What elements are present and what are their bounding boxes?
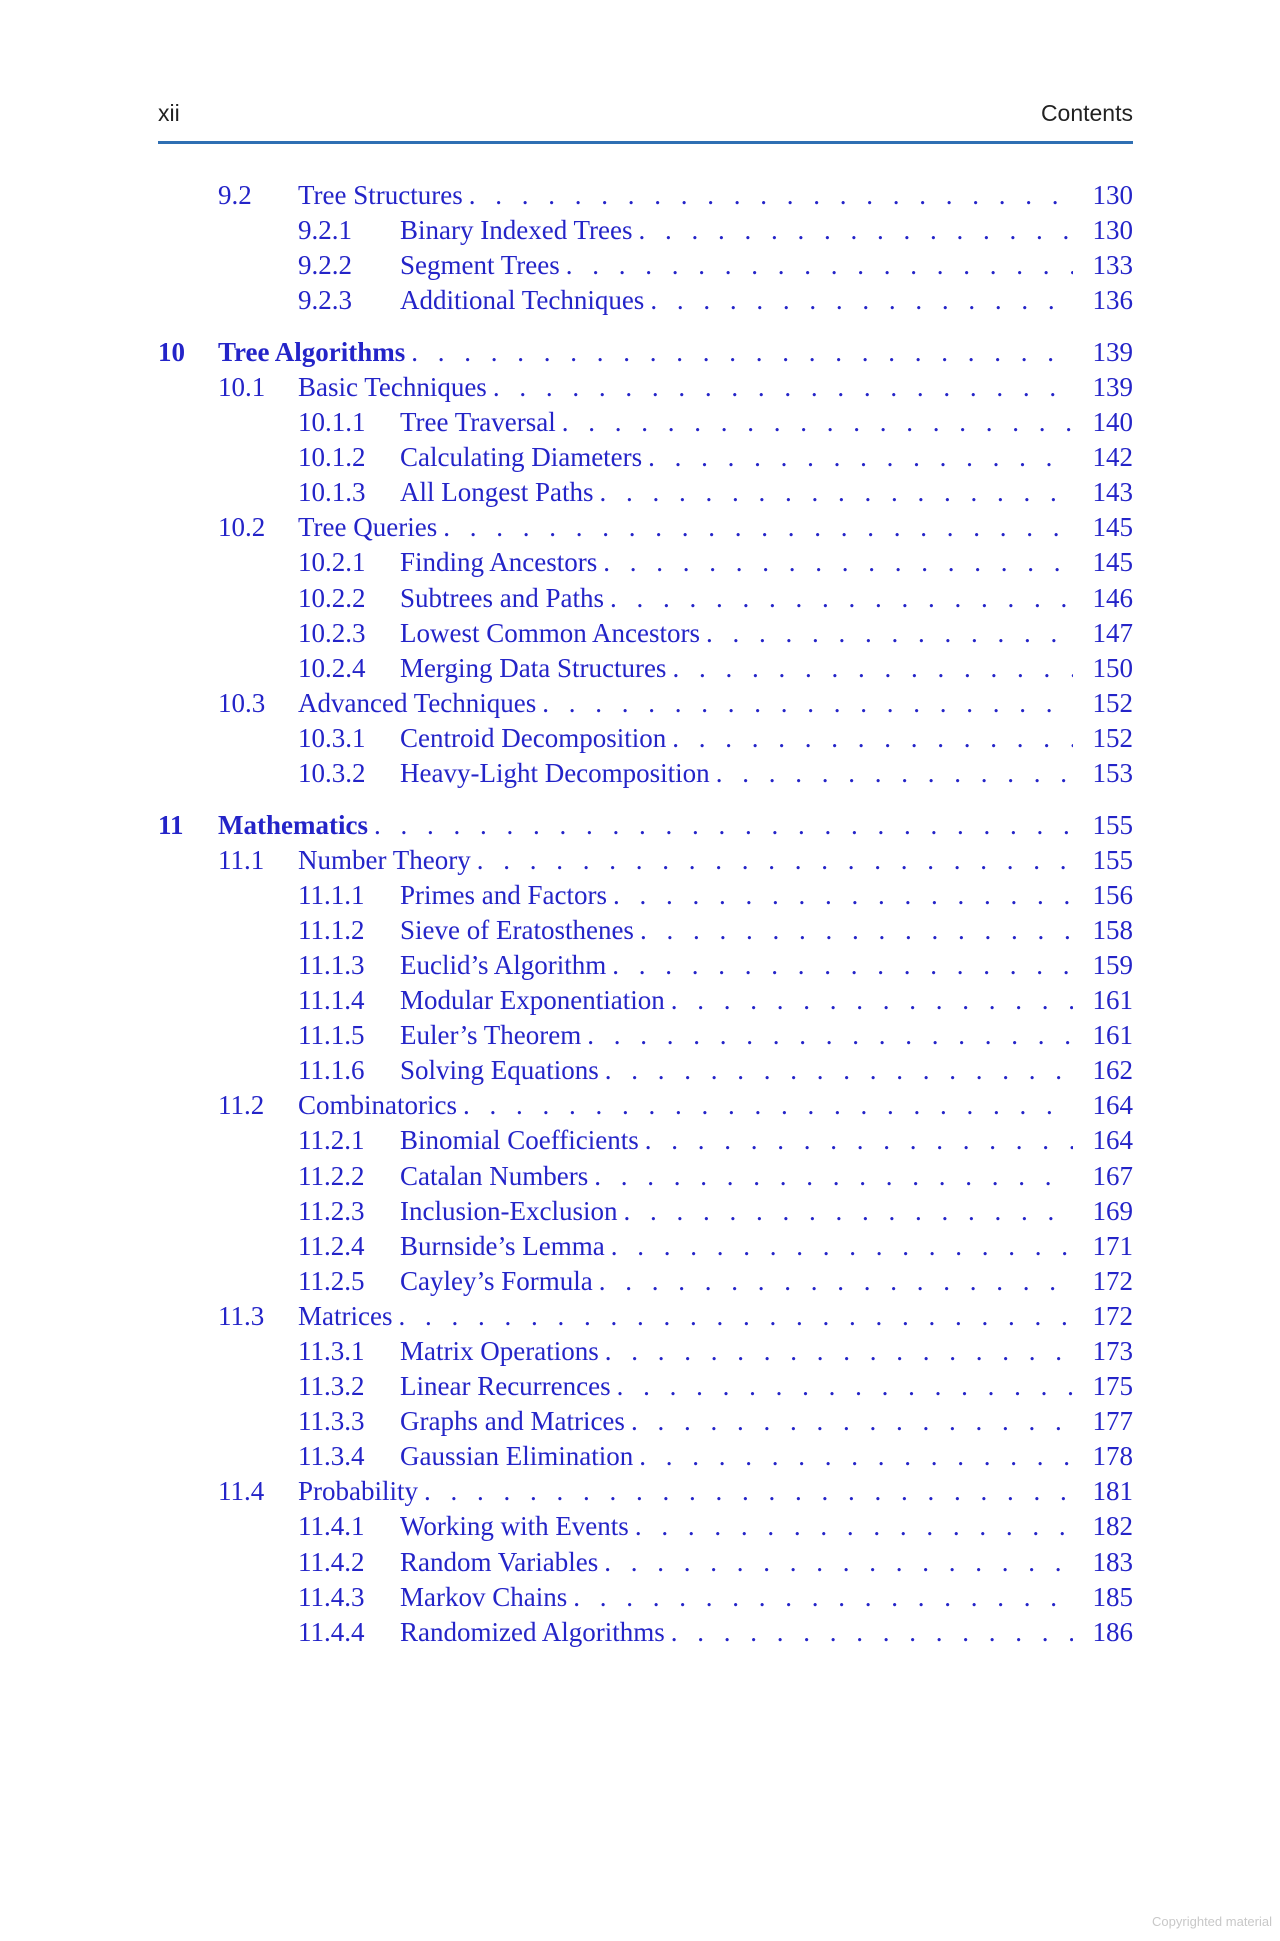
toc-entry-title[interactable]: Subtrees and Paths bbox=[400, 582, 604, 613]
toc-entry-title[interactable]: Additional Techniques bbox=[400, 285, 645, 316]
toc-page-number[interactable]: 164 bbox=[1092, 1090, 1133, 1121]
toc-entry-number: 11.2.3 bbox=[298, 1195, 365, 1226]
dot-leader bbox=[631, 1404, 1073, 1439]
dot-leader bbox=[566, 248, 1073, 283]
dot-leader bbox=[650, 283, 1073, 318]
toc-entry-title[interactable]: Euclid’s Algorithm bbox=[400, 949, 607, 980]
toc-entry-number: 11.2.4 bbox=[298, 1230, 365, 1261]
toc-entry-number: 10.3 bbox=[218, 687, 266, 718]
toc-page-number[interactable]: 159 bbox=[1092, 949, 1133, 980]
toc-entry-number: 10.2.2 bbox=[298, 582, 366, 613]
toc-page-number[interactable]: 158 bbox=[1092, 914, 1133, 945]
toc-entry-title[interactable]: Catalan Numbers bbox=[400, 1160, 589, 1191]
toc-chapter-entry[interactable] bbox=[158, 808, 1133, 843]
toc-entry-line bbox=[298, 370, 1133, 405]
toc-subsection-entry[interactable] bbox=[158, 283, 1133, 318]
toc-subsection-entry[interactable] bbox=[158, 651, 1133, 686]
dot-leader bbox=[599, 1264, 1073, 1299]
toc-entry-title[interactable]: All Longest Paths bbox=[400, 477, 594, 508]
toc-entry-title[interactable]: Number Theory bbox=[298, 844, 471, 875]
toc-page-number[interactable]: 146 bbox=[1092, 582, 1133, 613]
toc-chapter-entry[interactable] bbox=[158, 335, 1133, 370]
toc-entry-line bbox=[400, 1334, 1133, 1369]
toc-entry-line bbox=[400, 721, 1133, 756]
dot-leader bbox=[600, 475, 1074, 510]
dot-leader bbox=[562, 405, 1073, 440]
dot-leader bbox=[612, 948, 1073, 983]
dot-leader bbox=[398, 1299, 1073, 1334]
dot-leader bbox=[613, 878, 1073, 913]
toc-entry-title[interactable]: Segment Trees bbox=[400, 250, 560, 281]
toc-entry-title[interactable]: Working with Events bbox=[400, 1511, 629, 1542]
dot-leader bbox=[443, 510, 1073, 545]
toc-subsection-entry[interactable] bbox=[158, 440, 1133, 475]
toc-entry-title[interactable]: Matrices bbox=[298, 1300, 393, 1331]
toc-section-entry[interactable] bbox=[158, 510, 1133, 545]
dot-leader bbox=[411, 335, 1073, 370]
toc-entry-title[interactable]: Burnside’s Lemma bbox=[400, 1230, 605, 1261]
toc-subsection-entry[interactable] bbox=[158, 1404, 1133, 1439]
toc-entry-title[interactable]: Euler’s Theorem bbox=[400, 1020, 582, 1051]
toc-page-number[interactable]: 161 bbox=[1092, 985, 1133, 1016]
toc-section-entry[interactable] bbox=[158, 686, 1133, 721]
dot-leader bbox=[638, 213, 1073, 248]
toc-page-number[interactable]: 133 bbox=[1092, 250, 1133, 281]
toc-subsection-entry[interactable] bbox=[158, 616, 1133, 651]
toc-page-number[interactable]: 169 bbox=[1092, 1195, 1133, 1226]
dot-leader bbox=[671, 983, 1073, 1018]
toc-page-number[interactable]: 177 bbox=[1092, 1406, 1133, 1437]
toc-page-number[interactable]: 143 bbox=[1092, 477, 1133, 508]
dot-leader bbox=[617, 1369, 1073, 1404]
toc-entry-line bbox=[218, 808, 1133, 843]
toc-subsection-entry[interactable] bbox=[158, 1369, 1133, 1404]
toc-entry-number: 11.1.4 bbox=[298, 985, 365, 1016]
dot-leader bbox=[605, 1053, 1073, 1088]
toc-entry-title[interactable]: Lowest Common Ancestors bbox=[400, 617, 700, 648]
toc-entry-number: 11.3.3 bbox=[298, 1406, 365, 1437]
toc-entry-title[interactable]: Probability bbox=[298, 1476, 418, 1507]
toc-subsection-entry[interactable] bbox=[158, 721, 1133, 756]
dot-leader bbox=[645, 1123, 1073, 1158]
toc-page-number[interactable]: 161 bbox=[1092, 1020, 1133, 1051]
toc-entry-number: 11.3.1 bbox=[298, 1336, 365, 1366]
toc-entry-line bbox=[298, 843, 1133, 878]
toc-entry-number: 10.2.1 bbox=[298, 547, 366, 578]
toc-entry-title[interactable]: Randomized Algorithms bbox=[400, 1616, 665, 1647]
dot-leader bbox=[477, 843, 1073, 878]
dot-leader bbox=[542, 686, 1073, 721]
toc-page-number[interactable]: 139 bbox=[1092, 336, 1133, 367]
copyright-watermark: Copyrighted material bbox=[1152, 1914, 1272, 1929]
toc-entry-line bbox=[298, 178, 1133, 213]
page-header bbox=[158, 100, 1133, 134]
toc-entry-number: 11.1.3 bbox=[298, 949, 365, 980]
toc-subsection-entry[interactable] bbox=[158, 1053, 1133, 1088]
dot-leader bbox=[605, 1334, 1073, 1369]
toc-entry-title[interactable]: Solving Equations bbox=[400, 1055, 599, 1086]
toc-entry-title[interactable]: Primes and Factors bbox=[400, 879, 607, 910]
toc-entry-line bbox=[218, 335, 1133, 370]
toc-entry-title[interactable]: Centroid Decomposition bbox=[400, 722, 667, 753]
toc-entry-number: 10.1.1 bbox=[298, 407, 366, 438]
toc-subsection-entry[interactable] bbox=[158, 1159, 1133, 1194]
toc-entry-number: 11.4 bbox=[218, 1476, 265, 1507]
toc-entry-line bbox=[400, 948, 1133, 983]
toc-page-number[interactable]: 173 bbox=[1092, 1336, 1133, 1366]
toc-entry-number: 9.2.2 bbox=[298, 250, 352, 281]
toc-section-entry[interactable] bbox=[158, 178, 1133, 213]
toc-entry-number: 11.2.5 bbox=[298, 1265, 365, 1296]
toc-entry-number: 11.2 bbox=[218, 1090, 265, 1121]
toc-section-entry[interactable] bbox=[158, 843, 1133, 878]
dot-leader bbox=[639, 1439, 1073, 1474]
toc-entry-number: 10.1 bbox=[218, 371, 266, 402]
toc-page-number[interactable]: 172 bbox=[1092, 1265, 1133, 1296]
dot-leader bbox=[648, 440, 1073, 475]
toc-entry-number: 10.1.3 bbox=[298, 477, 366, 508]
toc-entry-number: 11.1.5 bbox=[298, 1020, 365, 1051]
toc-entry-line bbox=[400, 581, 1133, 616]
toc-entry-line bbox=[400, 1580, 1133, 1615]
toc-entry-title[interactable]: Binomial Coefficients bbox=[400, 1125, 639, 1156]
toc-entry-title[interactable]: Graphs and Matrices bbox=[400, 1406, 625, 1437]
toc-subsection-entry[interactable] bbox=[158, 1439, 1133, 1474]
toc-entry-title[interactable]: Tree Algorithms bbox=[218, 336, 406, 367]
toc-entry-number: 11.3 bbox=[218, 1300, 265, 1331]
toc-subsection-entry[interactable] bbox=[158, 475, 1133, 510]
toc-page-number[interactable]: 172 bbox=[1092, 1300, 1133, 1331]
dot-leader bbox=[672, 651, 1073, 686]
dot-leader bbox=[374, 808, 1073, 843]
toc-page-number[interactable]: 150 bbox=[1092, 652, 1133, 683]
toc-subsection-entry[interactable] bbox=[158, 948, 1133, 983]
toc-entry-number: 11.2.1 bbox=[298, 1125, 365, 1156]
table-of-contents bbox=[158, 178, 1133, 1650]
toc-page-number[interactable]: 136 bbox=[1092, 285, 1133, 316]
toc-entry-number: 11 bbox=[158, 809, 184, 840]
toc-subsection-entry[interactable] bbox=[158, 1615, 1133, 1650]
toc-entry-title[interactable]: Combinatorics bbox=[298, 1090, 457, 1121]
toc-subsection-entry[interactable] bbox=[158, 1264, 1133, 1299]
toc-entry-title[interactable]: Matrix Operations bbox=[400, 1336, 599, 1366]
toc-page-number[interactable]: 155 bbox=[1092, 844, 1133, 875]
toc-entry-line bbox=[400, 616, 1133, 651]
toc-entry-line bbox=[298, 1088, 1133, 1123]
toc-entry-number: 11.4.2 bbox=[298, 1546, 365, 1577]
toc-entry-number: 10.1.2 bbox=[298, 442, 366, 473]
toc-entry-title[interactable]: Inclusion-Exclusion bbox=[400, 1195, 618, 1226]
toc-subsection-entry[interactable] bbox=[158, 1194, 1133, 1229]
toc-entry-title[interactable]: Markov Chains bbox=[400, 1581, 568, 1612]
toc-subsection-entry[interactable] bbox=[158, 213, 1133, 248]
dot-leader bbox=[671, 1615, 1073, 1650]
toc-entry-title[interactable]: Heavy-Light Decomposition bbox=[400, 758, 710, 788]
toc-page-number[interactable]: 162 bbox=[1092, 1055, 1133, 1086]
dot-leader bbox=[706, 616, 1073, 651]
toc-section-entry[interactable] bbox=[158, 1474, 1133, 1509]
toc-entry-line bbox=[400, 1194, 1133, 1229]
toc-section-entry[interactable] bbox=[158, 1299, 1133, 1334]
toc-entry-title[interactable]: Random Variables bbox=[400, 1546, 599, 1577]
toc-entry-line bbox=[400, 756, 1133, 791]
toc-page-number[interactable]: 152 bbox=[1092, 722, 1133, 753]
toc-entry-number: 11.1.1 bbox=[298, 879, 365, 910]
toc-page-number[interactable]: 178 bbox=[1092, 1441, 1133, 1472]
toc-entry-line bbox=[400, 1369, 1133, 1404]
running-head-title: Contents bbox=[1040, 100, 1133, 126]
toc-entry-number: 11.4.4 bbox=[298, 1616, 365, 1647]
toc-entry-number: 10.2 bbox=[218, 512, 266, 543]
toc-entry-line bbox=[400, 1404, 1133, 1439]
toc-subsection-entry[interactable] bbox=[158, 248, 1133, 283]
toc-page-number[interactable]: 156 bbox=[1092, 879, 1133, 910]
toc-entry-title[interactable]: Binary Indexed Trees bbox=[400, 215, 633, 246]
toc-entry-line bbox=[400, 913, 1133, 948]
toc-entry-title[interactable]: Finding Ancestors bbox=[400, 547, 598, 578]
toc-page-number[interactable]: 155 bbox=[1092, 809, 1133, 840]
toc-entry-line bbox=[400, 213, 1133, 248]
toc-entry-line bbox=[400, 1545, 1133, 1580]
toc-entry-number: 11.2.2 bbox=[298, 1160, 365, 1191]
dot-leader bbox=[469, 178, 1073, 213]
toc-entry-title[interactable]: Sieve of Eratosthenes bbox=[400, 914, 634, 945]
toc-page-number[interactable]: 167 bbox=[1092, 1160, 1133, 1191]
dot-leader bbox=[611, 1229, 1073, 1264]
toc-subsection-entry[interactable] bbox=[158, 756, 1133, 791]
toc-subsection-entry[interactable] bbox=[158, 878, 1133, 913]
toc-entry-line bbox=[400, 1053, 1133, 1088]
toc-page-number[interactable]: 183 bbox=[1092, 1546, 1133, 1577]
toc-entry-line bbox=[400, 1123, 1133, 1158]
toc-page-number[interactable]: 139 bbox=[1092, 371, 1133, 402]
toc-page-number[interactable]: 140 bbox=[1092, 407, 1133, 438]
page-number-label: xii bbox=[158, 100, 180, 126]
dot-leader bbox=[716, 756, 1073, 791]
toc-entry-line bbox=[298, 510, 1133, 545]
toc-page-number[interactable]: 147 bbox=[1092, 617, 1133, 648]
toc-entry-line bbox=[400, 1159, 1133, 1194]
toc-entry-title[interactable]: Advanced Techniques bbox=[298, 687, 537, 718]
dot-leader bbox=[604, 1545, 1073, 1580]
toc-page-number[interactable]: 130 bbox=[1092, 215, 1133, 246]
toc-subsection-entry[interactable] bbox=[158, 1545, 1133, 1580]
toc-entry-line bbox=[400, 405, 1133, 440]
toc-entry-title[interactable]: Modular Exponentiation bbox=[400, 985, 665, 1016]
toc-entry-line bbox=[298, 1299, 1133, 1334]
toc-entry-title[interactable]: Tree Queries bbox=[298, 512, 438, 543]
toc-subsection-entry[interactable] bbox=[158, 545, 1133, 580]
toc-section-entry[interactable] bbox=[158, 1088, 1133, 1123]
toc-page-number[interactable]: 175 bbox=[1092, 1371, 1133, 1402]
toc-page-number[interactable]: 130 bbox=[1092, 180, 1133, 210]
toc-entry-line bbox=[298, 1474, 1133, 1509]
toc-page-number[interactable]: 153 bbox=[1092, 758, 1133, 788]
toc-entry-title[interactable]: Cayley’s Formula bbox=[400, 1265, 593, 1296]
toc-subsection-entry[interactable] bbox=[158, 983, 1133, 1018]
toc-page-number[interactable]: 145 bbox=[1092, 512, 1133, 543]
toc-page-number[interactable]: 185 bbox=[1092, 1581, 1133, 1612]
toc-entry-number: 11.3.2 bbox=[298, 1371, 365, 1402]
toc-entry-title[interactable]: Tree Traversal bbox=[400, 407, 556, 438]
toc-page-number[interactable]: 186 bbox=[1092, 1616, 1133, 1647]
toc-entry-line bbox=[400, 1439, 1133, 1474]
toc-entry-line bbox=[400, 248, 1133, 283]
toc-entry-title[interactable]: Linear Recurrences bbox=[400, 1371, 611, 1402]
toc-entry-number: 10.2.4 bbox=[298, 652, 366, 683]
dot-leader bbox=[573, 1580, 1073, 1615]
toc-entry-number: 10.2.3 bbox=[298, 617, 366, 648]
toc-entry-number: 9.2.1 bbox=[298, 215, 352, 246]
toc-entry-line bbox=[400, 983, 1133, 1018]
toc-entry-line bbox=[400, 1509, 1133, 1544]
dot-leader bbox=[493, 370, 1073, 405]
toc-entry-line bbox=[400, 283, 1133, 318]
toc-entry-number: 10.3.2 bbox=[298, 758, 366, 788]
toc-subsection-entry[interactable] bbox=[158, 1123, 1133, 1158]
toc-page-number[interactable]: 171 bbox=[1092, 1230, 1133, 1261]
dot-leader bbox=[603, 545, 1073, 580]
toc-entry-line bbox=[400, 1264, 1133, 1299]
toc-entry-number: 11.1 bbox=[218, 844, 265, 875]
dot-leader bbox=[594, 1159, 1073, 1194]
dot-leader bbox=[635, 1509, 1073, 1544]
dot-leader bbox=[610, 581, 1073, 616]
toc-subsection-entry[interactable] bbox=[158, 1334, 1133, 1369]
dot-leader bbox=[424, 1474, 1073, 1509]
toc-subsection-entry[interactable] bbox=[158, 1509, 1133, 1544]
toc-subsection-entry[interactable] bbox=[158, 1018, 1133, 1053]
dot-leader bbox=[623, 1194, 1073, 1229]
toc-entry-number: 11.4.1 bbox=[298, 1511, 365, 1542]
toc-entry-title[interactable]: Tree Structures bbox=[298, 180, 463, 210]
dot-leader bbox=[672, 721, 1073, 756]
header-rule bbox=[158, 141, 1133, 144]
toc-page-number[interactable]: 181 bbox=[1092, 1476, 1133, 1507]
toc-entry-line bbox=[400, 1229, 1133, 1264]
toc-entry-line bbox=[400, 475, 1133, 510]
toc-entry-title[interactable]: Mathematics bbox=[218, 809, 368, 840]
toc-subsection-entry[interactable] bbox=[158, 1580, 1133, 1615]
toc-page-number[interactable]: 152 bbox=[1092, 687, 1133, 718]
dot-leader bbox=[640, 913, 1073, 948]
toc-subsection-entry[interactable] bbox=[158, 1229, 1133, 1264]
dot-leader bbox=[587, 1018, 1073, 1053]
toc-entry-title[interactable]: Calculating Diameters bbox=[400, 442, 643, 473]
toc-entry-number: 11.3.4 bbox=[298, 1441, 365, 1472]
toc-entry-line bbox=[400, 440, 1133, 475]
dot-leader bbox=[463, 1088, 1073, 1123]
toc-subsection-entry[interactable] bbox=[158, 913, 1133, 948]
toc-page-number[interactable]: 182 bbox=[1092, 1511, 1133, 1542]
toc-entry-line bbox=[400, 651, 1133, 686]
toc-entry-line bbox=[400, 878, 1133, 913]
toc-subsection-entry[interactable] bbox=[158, 581, 1133, 616]
toc-section-entry[interactable] bbox=[158, 370, 1133, 405]
toc-entry-number: 10.3.1 bbox=[298, 722, 366, 753]
toc-entry-number: 11.1.6 bbox=[298, 1055, 365, 1086]
toc-entry-line bbox=[400, 1615, 1133, 1650]
toc-entry-number: 11.4.3 bbox=[298, 1581, 365, 1612]
toc-entry-number: 11.1.2 bbox=[298, 914, 365, 945]
toc-page-number[interactable]: 142 bbox=[1092, 442, 1133, 473]
toc-entry-line bbox=[400, 1018, 1133, 1053]
toc-entry-number: 9.2 bbox=[218, 180, 252, 210]
toc-entry-title[interactable]: Basic Techniques bbox=[298, 371, 487, 402]
toc-entry-number: 9.2.3 bbox=[298, 285, 352, 316]
toc-page-number[interactable]: 164 bbox=[1092, 1125, 1133, 1156]
toc-page-number[interactable]: 145 bbox=[1092, 547, 1133, 578]
toc-entry-line bbox=[298, 686, 1133, 721]
toc-entry-title[interactable]: Merging Data Structures bbox=[400, 652, 667, 683]
toc-entry-number: 10 bbox=[158, 336, 185, 367]
toc-entry-title[interactable]: Gaussian Elimination bbox=[400, 1441, 634, 1472]
toc-entry-line bbox=[400, 545, 1133, 580]
toc-subsection-entry[interactable] bbox=[158, 405, 1133, 440]
